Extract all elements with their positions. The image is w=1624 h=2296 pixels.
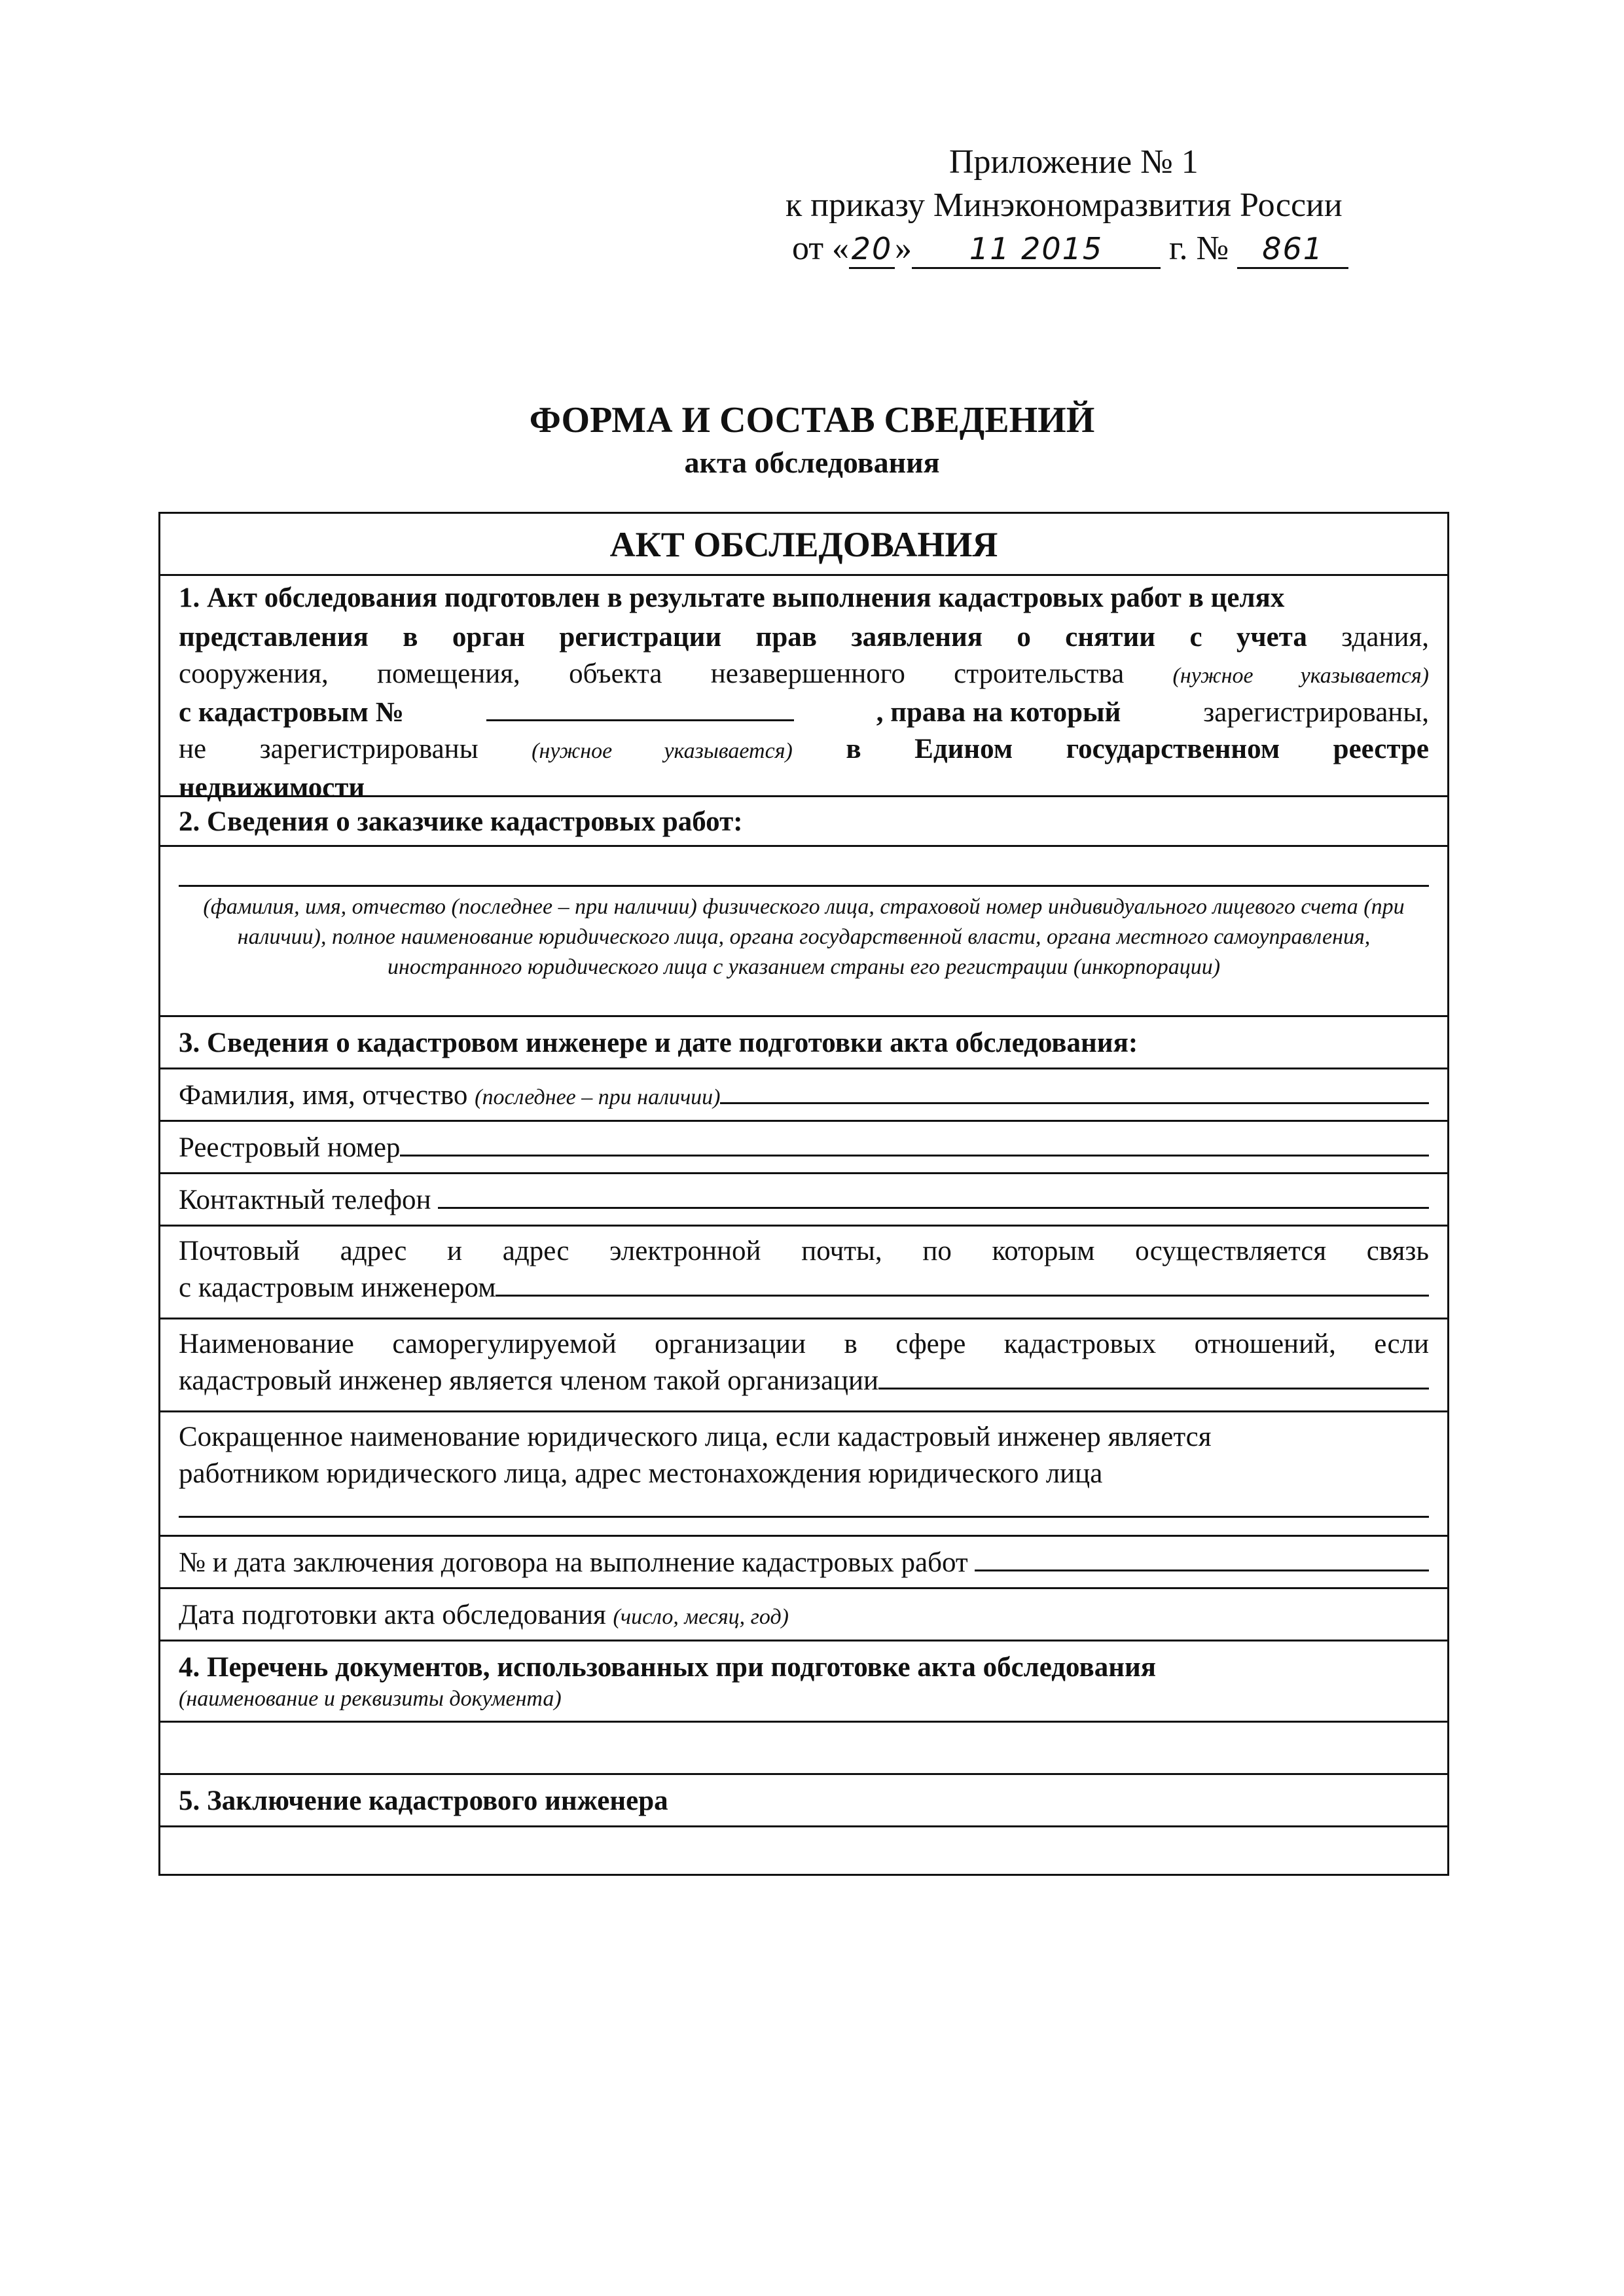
address-label-line-1: Почтовый адрес и адрес электронной почты, по которым осуществляется связь [179, 1236, 1429, 1266]
registry-number-row [160, 1120, 1447, 1172]
registry-name-label: в Едином государственном реестре [846, 734, 1430, 764]
sro-label-line-2: кадастровый инженер является членом такой организации [179, 1365, 879, 1396]
from-prefix: от « [792, 230, 850, 267]
form-title: ФОРМА И СОСТАВ СВЕДЕНИЙ [529, 400, 1095, 440]
engineer-name-label: Фамилия, имя, отчество [179, 1080, 468, 1111]
section-1 [160, 574, 1447, 803]
rights-label: , права на который [876, 697, 1121, 728]
not-registered-label: не зарегистрированы [179, 734, 478, 764]
registry-number-label: Реестровый номер [179, 1132, 401, 1163]
handwritten-month-year: 11 2015 [912, 230, 1161, 269]
section-1-note-1: (нужное указывается) [1172, 664, 1430, 688]
sro-line-2 [179, 1363, 1429, 1399]
section-1-object-types: сооружения, помещения, объекта незавершенного строительства [179, 658, 1125, 689]
section-1-line-5 [179, 731, 1429, 770]
act-date-row [160, 1587, 1447, 1640]
address-label-line-2: с кадастровым инженером [179, 1272, 496, 1303]
contract-row [160, 1535, 1447, 1587]
appendix-number: Приложение № 1 [949, 143, 1199, 181]
contract-field[interactable] [975, 1552, 1429, 1571]
section-4-note: (наименование и реквизиты документа) [179, 1687, 562, 1711]
sro-label-line-1: Наименование саморегулируемой организации в сфере кадастровых отношений, если [179, 1329, 1429, 1359]
section-2-customer [160, 845, 1447, 1015]
customer-caption: (фамилия, имя, отчество (последнее – при наличии) физического лица, страховой номер индивидуального лицевого счета (при наличии), полное наименование юридического лица, органа государственной власти, органа местного самоуправления, иностранного юридического лица с указанием страны его регистрации (инкорпорации) [203, 895, 1405, 979]
phone-label: Контактный телефон [179, 1185, 431, 1215]
registry-number-field[interactable] [400, 1138, 1429, 1157]
legal-entity-label-line-2: работником юридического лица, адрес местонахождения юридического лица [179, 1458, 1103, 1489]
section-1-note-2: (нужное указывается) [532, 739, 793, 763]
order-date-line [772, 227, 1427, 270]
section-4-content[interactable] [160, 1721, 1447, 1773]
phone-field[interactable] [438, 1190, 1429, 1209]
act-date-label: Дата подготовки акта обследования [179, 1600, 606, 1630]
day-close-quote: » [895, 230, 912, 267]
customer-input-line[interactable] [179, 856, 1429, 887]
section-1-line-2 [179, 619, 1429, 656]
handwritten-day: 20 [849, 230, 895, 269]
registered-label: зарегистрированы, [1203, 697, 1429, 728]
section-1-building: здания, [1341, 622, 1429, 653]
section-1-line-1: 1. Акт обследования подготовлен в результате выполнения кадастровых работ в целях [179, 583, 1285, 613]
inspection-act-table [158, 512, 1449, 1876]
legal-entity-field[interactable] [179, 1492, 1429, 1518]
sro-row [160, 1318, 1447, 1410]
section-1-purpose: представления в орган регистрации прав заявления о снятии с учета [179, 622, 1307, 653]
section-3-title: 3. Сведения о кадастровом инженере и дате подготовки акта обследования: [160, 1015, 1447, 1067]
form-subtitle: акта обследования [684, 446, 940, 479]
cadastral-number-field[interactable] [486, 694, 794, 721]
number-label: г. № [1169, 230, 1229, 267]
legal-entity-row [160, 1410, 1447, 1535]
order-reference: к приказу Минэкономразвития России [785, 187, 1343, 224]
address-row [160, 1225, 1447, 1318]
section-2-title: 2. Сведения о заказчике кадастровых работ: [160, 795, 1447, 845]
engineer-name-note: (последнее – при наличии) [475, 1085, 721, 1109]
address-line-2 [179, 1270, 1429, 1306]
engineer-name-field[interactable] [720, 1085, 1429, 1104]
legal-entity-label-line-1: Сокращенное наименование юридического лица, если кадастровый инженер является [179, 1422, 1212, 1452]
section-4-header [160, 1640, 1447, 1721]
appendix-header [772, 141, 1427, 270]
engineer-name-row [160, 1067, 1447, 1120]
address-field[interactable] [496, 1275, 1429, 1297]
section-1-line-4 [179, 694, 1429, 731]
section-5-title: 5. Заключение кадастрового инженера [160, 1773, 1447, 1825]
cadastral-number-label: с кадастровым № [179, 697, 404, 728]
handwritten-order-number: 861 [1237, 230, 1348, 269]
sro-field[interactable] [878, 1368, 1429, 1390]
act-heading: АКТ ОБСЛЕДОВАНИЯ [609, 525, 998, 564]
section-5-content[interactable] [160, 1825, 1447, 1874]
section-1-line-6: недвижимости [179, 772, 365, 803]
section-1-line-3 [179, 656, 1429, 694]
section-4-title: 4. Перечень документов, использованных при подготовке акта обследования [179, 1652, 1157, 1683]
phone-row [160, 1172, 1447, 1225]
contract-label: № и дата заключения договора на выполнение кадастровых работ [179, 1547, 968, 1578]
act-date-note: (число, месяц, год) [613, 1605, 789, 1629]
